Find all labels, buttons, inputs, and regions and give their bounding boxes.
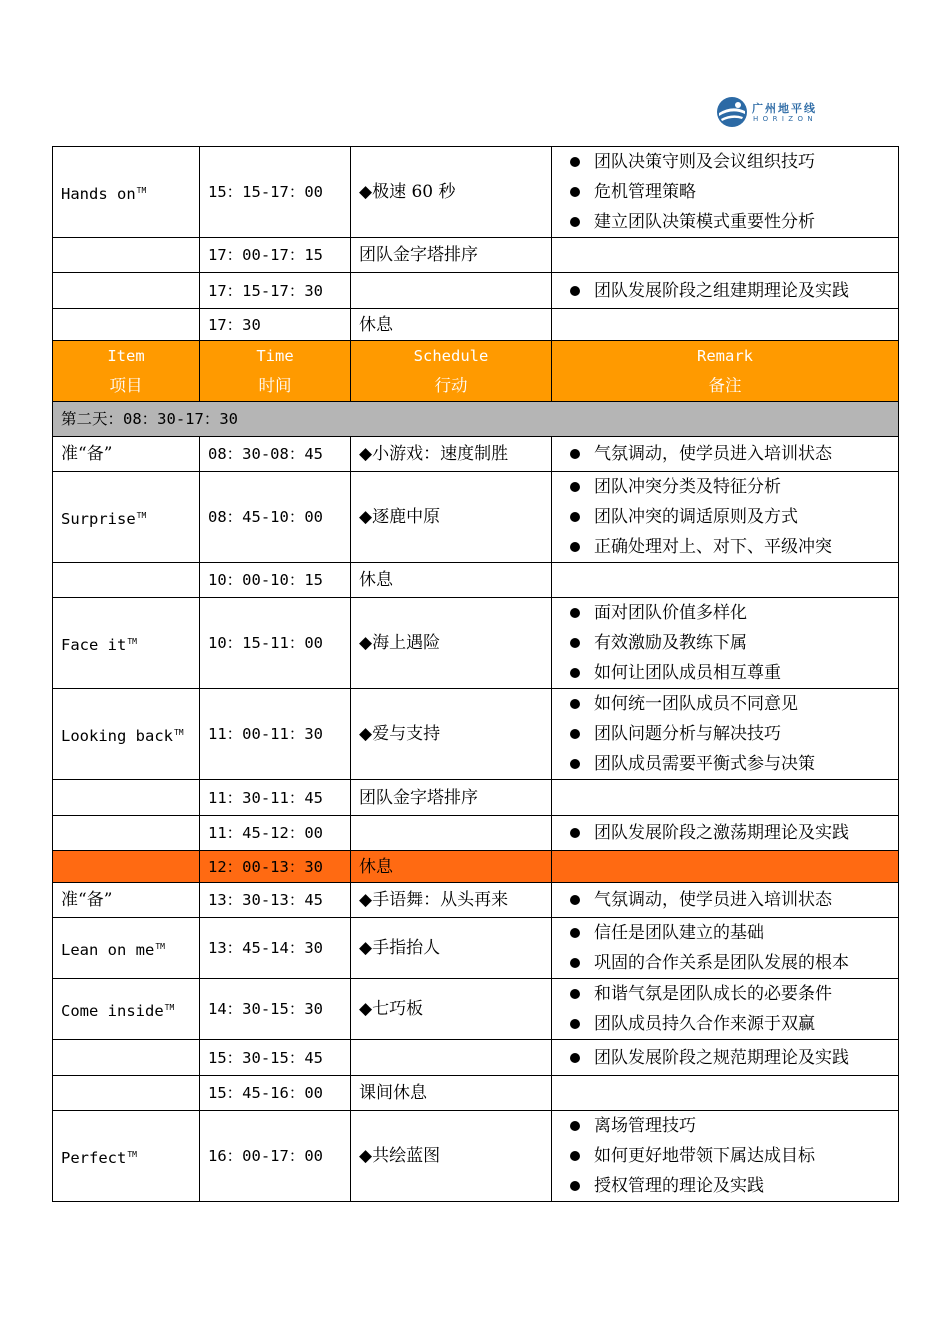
remark-item: 团队发展阶段之激荡期理论及实践 [560, 818, 890, 848]
table-row [53, 979, 899, 1040]
logo-chinese-name: 广州地平线 [752, 102, 817, 115]
time-cell: 08：30-08：45 [200, 437, 351, 472]
remark-item: 离场管理技巧 [560, 1111, 890, 1141]
remark-item: 团队成员需要平衡式参与决策 [560, 749, 890, 779]
day-two-row [53, 402, 899, 437]
time-cell: 15：15-17：00 [200, 147, 351, 238]
remark-cell [552, 437, 899, 472]
schedule-cell: 团队金字塔排序 [351, 238, 552, 273]
remark-cell [552, 147, 899, 238]
time-cell: 14：30-15：30 [200, 979, 351, 1040]
time-cell: 17：30 [200, 309, 351, 341]
remark-item: 团队决策守则及会议组织技巧 [560, 147, 890, 177]
time-cell: 17：00-17：15 [200, 238, 351, 273]
table-row [53, 1111, 899, 1202]
item-cell: Come inside™ [53, 979, 200, 1040]
schedule-cell: ◆海上遇险 [351, 598, 552, 689]
lunch-row [53, 851, 899, 883]
table-row [53, 883, 899, 918]
remark-item: 建立团队决策模式重要性分析 [560, 207, 890, 237]
item-cell [53, 780, 200, 816]
schedule-cell: ◆极速 60 秒 [351, 147, 552, 238]
item-cell [53, 563, 200, 598]
remark-item: 正确处理对上、对下、平级冲突 [560, 532, 890, 562]
schedule-cell: ◆共绘蓝图 [351, 1111, 552, 1202]
table-row [53, 273, 899, 309]
table-row [53, 563, 899, 598]
remark-item: 团队问题分析与解决技巧 [560, 719, 890, 749]
item-cell: Perfect™ [53, 1111, 200, 1202]
remark-item: 团队发展阶段之组建期理论及实践 [560, 276, 890, 306]
item-cell [53, 816, 200, 851]
schedule-table [52, 146, 899, 1202]
table-row [53, 816, 899, 851]
item-cell: Lean on me™ [53, 918, 200, 979]
remark-item: 团队发展阶段之规范期理论及实践 [560, 1043, 890, 1073]
remark-item: 如何统一团队成员不同意见 [560, 689, 890, 719]
header-remark: Remark 备注 [552, 341, 899, 402]
remark-cell [552, 918, 899, 979]
item-cell: Looking back™ [53, 689, 200, 780]
remark-cell [552, 238, 899, 273]
schedule-cell: ◆手指抬人 [351, 918, 552, 979]
item-cell [53, 238, 200, 273]
time-cell: 12：00-13：30 [200, 851, 351, 883]
remark-item: 有效激励及教练下属 [560, 628, 890, 658]
item-cell [53, 309, 200, 341]
schedule-cell: ◆七巧板 [351, 979, 552, 1040]
table-row [53, 437, 899, 472]
remark-cell [552, 1040, 899, 1076]
time-cell: 13：45-14：30 [200, 918, 351, 979]
item-cell [53, 1040, 200, 1076]
table-row [53, 1076, 899, 1111]
schedule-cell: 休息 [351, 851, 552, 883]
schedule-cell: 课间休息 [351, 1076, 552, 1111]
logo-english-name: HORIZON [753, 115, 818, 123]
time-cell: 11：00-11：30 [200, 689, 351, 780]
remark-item: 授权管理的理论及实践 [560, 1171, 890, 1201]
remark-cell [552, 563, 899, 598]
time-cell: 10：00-10：15 [200, 563, 351, 598]
table-row [53, 309, 899, 341]
remark-cell [552, 273, 899, 309]
time-cell: 11：45-12：00 [200, 816, 351, 851]
item-cell [53, 1076, 200, 1111]
header-schedule: Schedule 行动 [351, 341, 552, 402]
schedule-cell: 休息 [351, 309, 552, 341]
remark-cell [552, 780, 899, 816]
schedule-cell: 休息 [351, 563, 552, 598]
item-cell: Face it™ [53, 598, 200, 689]
remark-item: 团队冲突的调适原则及方式 [560, 502, 890, 532]
remark-cell [552, 598, 899, 689]
time-cell: 15：45-16：00 [200, 1076, 351, 1111]
header-time: Time 时间 [200, 341, 351, 402]
schedule-cell [351, 1040, 552, 1076]
remark-item: 气氛调动，使学员进入培训状态 [560, 439, 890, 469]
table-row [53, 1040, 899, 1076]
remark-cell [552, 309, 899, 341]
item-cell [53, 851, 200, 883]
remark-cell [552, 689, 899, 780]
remark-cell [552, 1076, 899, 1111]
remark-item: 巩固的合作关系是团队发展的根本 [560, 948, 890, 978]
remark-item: 气氛调动，使学员进入培训状态 [560, 885, 890, 915]
table-header-row [53, 341, 899, 402]
horizon-logo-icon [716, 96, 748, 128]
table-row [53, 147, 899, 238]
day-two-label: 第二天：08：30-17：30 [53, 402, 899, 437]
remark-cell [552, 851, 899, 883]
time-cell: 13：30-13：45 [200, 883, 351, 918]
remark-item: 和谐气氛是团队成长的必要条件 [560, 979, 890, 1009]
remark-cell [552, 883, 899, 918]
header-item: Item 项目 [53, 341, 200, 402]
time-cell: 15：30-15：45 [200, 1040, 351, 1076]
time-cell: 10：15-11：00 [200, 598, 351, 689]
company-logo [716, 96, 836, 132]
schedule-cell: ◆爱与支持 [351, 689, 552, 780]
remark-item: 危机管理策略 [560, 177, 890, 207]
remark-cell [552, 1111, 899, 1202]
schedule-cell: ◆手语舞：从头再来 [351, 883, 552, 918]
remark-item: 如何更好地带领下属达成目标 [560, 1141, 890, 1171]
item-cell: 准“备” [53, 883, 200, 918]
time-cell: 17：15-17：30 [200, 273, 351, 309]
schedule-cell [351, 816, 552, 851]
item-cell: 准“备” [53, 437, 200, 472]
time-cell: 08：45-10：00 [200, 472, 351, 563]
table-row [53, 689, 899, 780]
item-cell: Hands on™ [53, 147, 200, 238]
table-row [53, 780, 899, 816]
remark-item: 信任是团队建立的基础 [560, 918, 890, 948]
schedule-cell [351, 273, 552, 309]
remark-item: 面对团队价值多样化 [560, 598, 890, 628]
item-cell: Surprise™ [53, 472, 200, 563]
time-cell: 16：00-17：00 [200, 1111, 351, 1202]
table-row [53, 598, 899, 689]
table-row [53, 238, 899, 273]
remark-cell [552, 472, 899, 563]
table-row [53, 918, 899, 979]
time-cell: 11：30-11：45 [200, 780, 351, 816]
schedule-cell: ◆逐鹿中原 [351, 472, 552, 563]
remark-item: 团队成员持久合作来源于双赢 [560, 1009, 890, 1039]
schedule-cell: ◆小游戏：速度制胜 [351, 437, 552, 472]
remark-cell [552, 979, 899, 1040]
remark-cell [552, 816, 899, 851]
item-cell [53, 273, 200, 309]
remark-item: 团队冲突分类及特征分析 [560, 472, 890, 502]
table-row [53, 472, 899, 563]
remark-item: 如何让团队成员相互尊重 [560, 658, 890, 688]
schedule-cell: 团队金字塔排序 [351, 780, 552, 816]
